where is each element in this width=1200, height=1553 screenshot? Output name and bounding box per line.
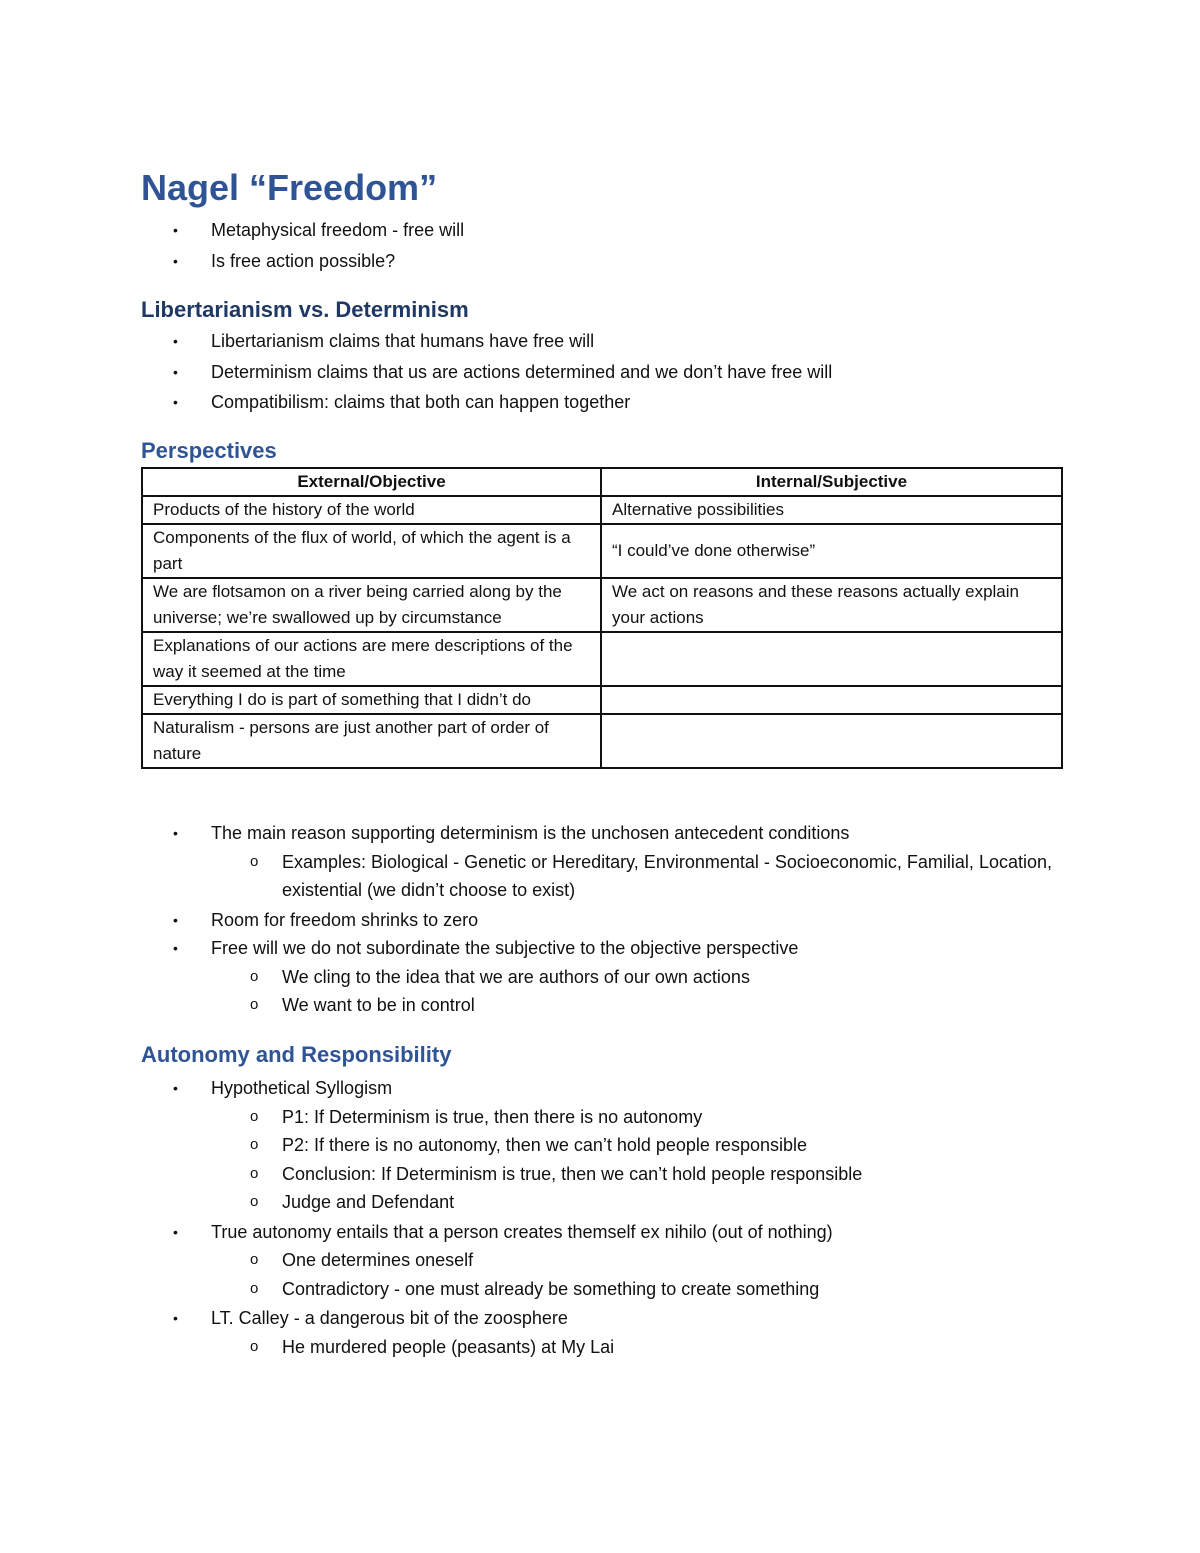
sub-bullet-icon: o [250,852,259,870]
sub-bullet-icon: o [250,1251,259,1268]
table-cell: “I could’ve done otherwise” [601,524,1062,578]
table-cell: Everything I do is part of something that I didn’t do [142,686,601,714]
list-item: o We want to be in control [0,991,1052,1020]
bullet-icon: • [173,394,178,410]
list-item: • Is free action possible? [0,247,1200,276]
page-title: Nagel “Freedom” [141,167,438,208]
bullet-icon: • [173,1310,178,1326]
sub-bullet-icon: o [250,1337,259,1355]
list-item: o One determines oneself [0,1246,1052,1275]
list-item: • Room for freedom shrinks to zero [0,906,1200,935]
list-item: • Metaphysical freedom - free will [0,216,1200,245]
table-cell [601,714,1062,768]
list-item: • Libertarianism claims that humans have free will [0,327,1200,356]
bullet-icon: • [173,1223,178,1240]
bullet-icon: • [173,1080,178,1096]
list-item: o We cling to the idea that we are authors of our own actions [0,963,1052,992]
list-item: • Determinism claims that us are actions determined and we don’t have free will [0,358,1200,387]
list-item: • Free will we do not subordinate the subjective to the objective perspective [0,934,1200,963]
list-item: o Contradictory - one must already be something to create something [0,1275,1052,1304]
table-cell [601,632,1062,686]
perspectives-table [141,467,1063,769]
bullet-icon: • [173,363,178,380]
list-item: • The main reason supporting determinism is the unchosen antecedent conditions [0,819,1200,848]
section-heading-autonomy: Autonomy and Responsibility [141,1042,452,1067]
list-item: o He murdered people (peasants) at My Lai [0,1333,1052,1362]
sub-bullet-icon: o [250,996,259,1013]
section-heading-perspectives: Perspectives [141,438,277,463]
autonomy-list [0,1074,1200,1361]
column-header-external: External/Objective [142,468,601,496]
table-cell: Naturalism - persons are just another part of order of nature [142,714,601,768]
libertarianism-list [0,327,1200,417]
bullet-icon: • [173,825,178,841]
list-item: o Judge and Defendant [0,1188,1052,1217]
sub-bullet-icon: o [250,1107,259,1125]
bullet-icon: • [173,940,178,956]
table-cell: Components of the flux of world, of which the agent is a part [142,524,601,578]
list-item: • Hypothetical Syllogism [0,1074,1200,1103]
table-cell: We act on reasons and these reasons actually explain your actions [601,578,1062,632]
sub-bullet-icon: o [250,1279,259,1297]
table-row [142,632,1062,686]
sub-bullet-icon: o [250,1136,259,1153]
list-item: o P2: If there is no autonomy, then we can’t hold people responsible [0,1131,1052,1160]
list-item: o Examples: Biological - Genetic or Hereditary, Environmental - Socioeconomic, Familial, Location, existential (we didn’t choose to exist) [0,848,1052,905]
sub-bullet-icon: o [250,1193,259,1210]
table-cell [601,686,1062,714]
list-item: • Compatibilism: claims that both can happen together [0,388,1200,417]
list-item: o P1: If Determinism is true, then there is no autonomy [0,1103,1052,1132]
table-cell: Products of the history of the world [142,496,601,524]
table-cell: Explanations of our actions are mere descriptions of the way it seemed at the time [142,632,601,686]
bullet-icon: • [173,252,178,269]
sub-bullet-icon: o [250,1164,259,1182]
table-row [142,496,1062,524]
table-cell: We are flotsamon on a river being carried along by the universe; we’re swallowed up by circumstance [142,578,601,632]
bullet-icon: • [173,911,178,928]
bullet-icon: • [173,222,178,238]
list-item: • True autonomy entails that a person creates themself ex nihilo (out of nothing) [0,1218,1200,1247]
table-row [142,578,1062,632]
table-header-row [142,468,1062,496]
sub-bullet-icon: o [250,967,259,985]
table-cell: Alternative possibilities [601,496,1062,524]
list-item: • LT. Calley - a dangerous bit of the zoosphere [0,1304,1200,1333]
intro-list [0,216,1200,275]
table-row [142,524,1062,578]
column-header-internal: Internal/Subjective [601,468,1062,496]
section-heading-libertarianism: Libertarianism vs. Determinism [141,297,469,322]
table-row [142,714,1062,768]
bullet-icon: • [173,333,178,349]
table-row [142,686,1062,714]
perspectives-list [0,819,1200,1020]
list-item: o Conclusion: If Determinism is true, then we can’t hold people responsible [0,1160,1052,1189]
